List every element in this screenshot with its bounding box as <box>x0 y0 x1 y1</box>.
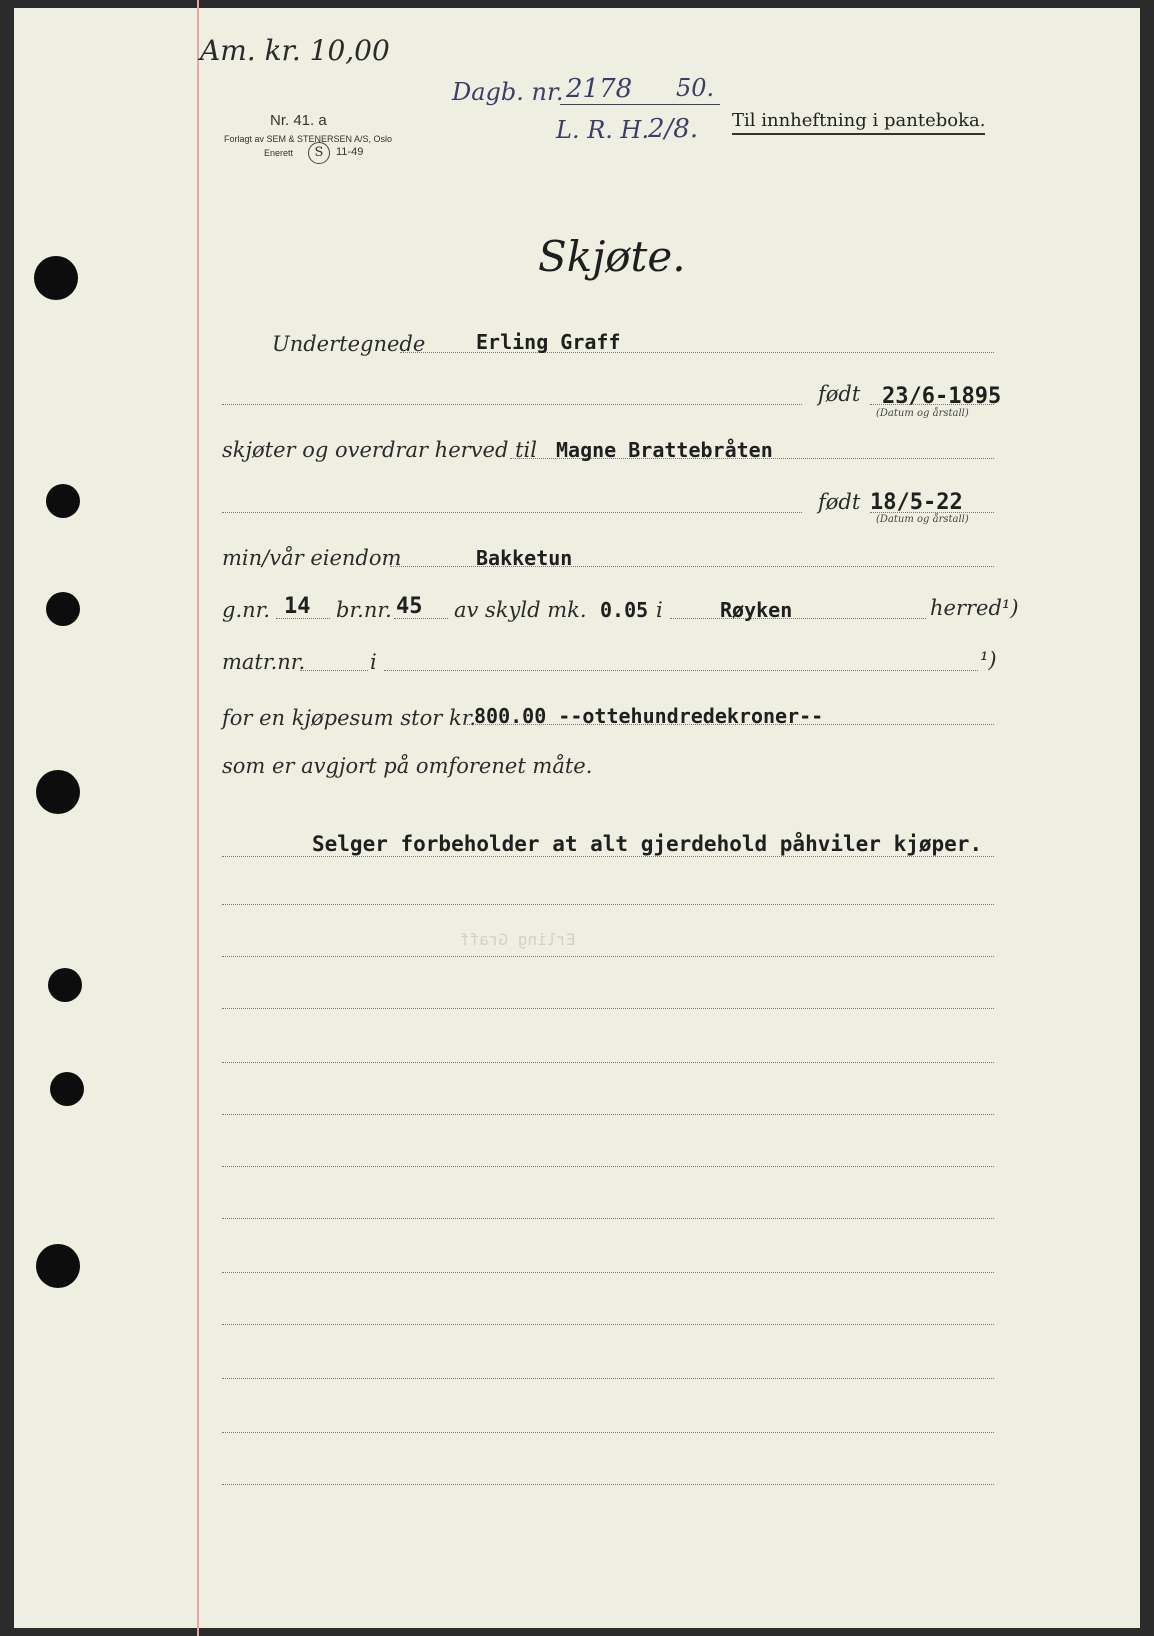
dagbok-year: 50. <box>676 74 715 102</box>
binder-hole <box>46 484 80 518</box>
publisher-enerett: Enerett <box>264 148 294 158</box>
buyer-birth: 18/5-22 <box>870 490 963 515</box>
datum-note-2: (Datum og årstall) <box>876 514 969 525</box>
fill-line <box>222 1272 994 1273</box>
fill-line <box>670 618 926 619</box>
registrar-date: 2/8. <box>648 114 699 144</box>
fill-line <box>222 1218 994 1219</box>
seller-name: Erling Graff <box>476 330 621 354</box>
fodt-label: født <box>818 382 861 406</box>
binder-hole <box>50 1072 84 1106</box>
binder-hole <box>36 770 80 814</box>
margin-rule <box>197 0 199 1636</box>
binder-hole <box>36 1244 80 1288</box>
fill-line <box>222 856 994 857</box>
municipality: Røyken <box>720 598 793 622</box>
fill-line <box>384 670 978 671</box>
skyld-value: 0.05 <box>600 598 649 622</box>
matr-i-label: i <box>370 650 377 674</box>
seller-birth: 23/6-1895 <box>882 384 1002 409</box>
publisher-line: Forlagt av SEM & STENERSEN A/S, Oslo <box>224 134 393 144</box>
i-label: i <box>656 598 663 622</box>
fill-line <box>222 404 802 405</box>
publisher-logo: S <box>308 142 330 164</box>
publisher-date: 11-49 <box>336 146 364 158</box>
settled-text: som er avgjort på omforenet måte. <box>222 754 593 778</box>
registrar-initials: L. R. H. <box>556 116 650 144</box>
brnr-value: 45 <box>396 594 423 619</box>
condition-text: Selger forbeholder at alt gjerdehold påhviler kjøper. <box>312 832 983 856</box>
fill-line <box>222 1378 994 1379</box>
dagbok-underline <box>560 104 720 105</box>
brnr-label: br.nr. <box>336 598 392 622</box>
price-label: for en kjøpesum stor kr. <box>222 706 477 730</box>
gnr-label: g.nr. <box>222 598 271 622</box>
fill-line <box>222 1484 994 1485</box>
fill-line <box>222 904 994 905</box>
fill-line <box>222 1166 994 1167</box>
fill-line <box>222 512 802 513</box>
fill-line <box>222 1114 994 1115</box>
herred-label: herred¹) <box>930 596 1019 620</box>
fill-line <box>222 1062 994 1063</box>
transfer-label: skjøter og overdrar herved til <box>222 438 537 462</box>
gnr-value: 14 <box>284 594 311 619</box>
fill-line <box>222 956 994 957</box>
binder-hole <box>48 968 82 1002</box>
fill-line <box>222 1432 994 1433</box>
undertegnede-label: Undertegnede <box>272 332 426 356</box>
handwritten-fee: Am. kr. 10,00 <box>200 34 390 67</box>
property-label: min/vår eiendom <box>222 546 402 570</box>
fill-line <box>300 670 368 671</box>
fill-line <box>222 1008 994 1009</box>
matr-label: matr.nr. <box>222 650 306 674</box>
dagbok-label: Dagb. nr. <box>452 78 564 106</box>
bleed-through-signature: Erling Graff <box>460 930 576 949</box>
price-value: 800.00 --ottehundredekroner-- <box>474 704 824 728</box>
fill-line <box>222 1324 994 1325</box>
buyer-name: Magne Brattebråten <box>556 438 773 462</box>
binder-hole <box>34 256 78 300</box>
form-number: Nr. 41. a <box>270 112 327 129</box>
matr-footnote: ¹) <box>980 648 997 672</box>
fodt-label-2: født <box>818 490 861 514</box>
property-name: Bakketun <box>476 546 573 570</box>
skyld-label: av skyld mk. <box>454 598 587 622</box>
binder-hole <box>46 592 80 626</box>
document-title: Skjøte. <box>538 232 686 281</box>
dagbok-number: 2178 <box>566 74 633 104</box>
binding-note: Til innheftning i panteboka. <box>732 110 985 135</box>
datum-note: (Datum og årstall) <box>876 408 969 419</box>
